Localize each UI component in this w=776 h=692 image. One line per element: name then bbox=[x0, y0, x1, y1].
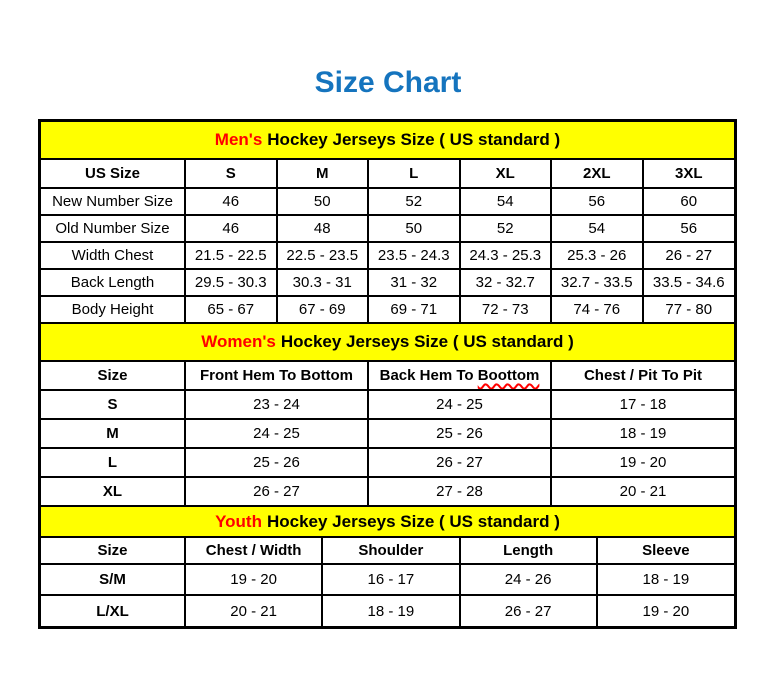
womens-section bbox=[41, 324, 734, 507]
womens-banner-accent: Women's bbox=[201, 332, 276, 351]
youth-banner-accent: Youth bbox=[215, 511, 262, 531]
size-value-cell: 30.3 - 31 bbox=[277, 269, 369, 296]
table-row bbox=[41, 390, 734, 419]
size-value-cell: 19 - 20 bbox=[185, 564, 322, 595]
youth-table-banner bbox=[41, 507, 734, 538]
size-value-cell: 23 - 24 bbox=[185, 390, 368, 419]
size-value-cell: 54 bbox=[460, 188, 552, 215]
size-value-cell: 25.3 - 26 bbox=[551, 242, 643, 269]
size-value-cell: 20 - 21 bbox=[185, 595, 322, 626]
size-value-cell: 26 - 27 bbox=[460, 595, 597, 626]
table-row bbox=[41, 296, 734, 323]
column-header: Chest / Pit To Pit bbox=[551, 362, 734, 390]
size-value-cell: 54 bbox=[551, 215, 643, 242]
size-value-cell: 24 - 26 bbox=[460, 564, 597, 595]
size-value-cell: 18 - 19 bbox=[597, 564, 734, 595]
size-value-cell: 60 bbox=[643, 188, 735, 215]
size-value-cell: 21.5 - 22.5 bbox=[185, 242, 277, 269]
row-label: New Number Size bbox=[41, 188, 185, 215]
size-value-cell: 74 - 76 bbox=[551, 296, 643, 323]
table-row bbox=[41, 269, 734, 296]
column-header: 2XL bbox=[551, 160, 643, 188]
column-header bbox=[368, 362, 551, 390]
size-value-cell: 16 - 17 bbox=[322, 564, 459, 595]
row-label: Back Length bbox=[41, 269, 185, 296]
table-row bbox=[41, 595, 734, 626]
size-value-cell: 26 - 27 bbox=[643, 242, 735, 269]
size-value-cell: 67 - 69 bbox=[277, 296, 369, 323]
row-label: S/M bbox=[41, 564, 185, 595]
column-header: Sleeve bbox=[597, 538, 734, 564]
column-header: L bbox=[368, 160, 460, 188]
size-value-cell: 33.5 - 34.6 bbox=[643, 269, 735, 296]
size-value-cell: 56 bbox=[643, 215, 735, 242]
size-value-cell: 31 - 32 bbox=[368, 269, 460, 296]
row-label: S bbox=[41, 390, 185, 419]
size-value-cell: 29.5 - 30.3 bbox=[185, 269, 277, 296]
size-value-cell: 72 - 73 bbox=[460, 296, 552, 323]
size-chart bbox=[38, 119, 737, 629]
table-row bbox=[41, 242, 734, 269]
size-value-cell: 56 bbox=[551, 188, 643, 215]
size-value-cell: 22.5 - 23.5 bbox=[277, 242, 369, 269]
size-value-cell: 46 bbox=[185, 215, 277, 242]
row-label: M bbox=[41, 419, 185, 448]
header-row bbox=[41, 160, 734, 188]
table-row bbox=[41, 477, 734, 506]
mens-section bbox=[41, 122, 734, 324]
size-value-cell: 24 - 25 bbox=[185, 419, 368, 448]
column-header: Size bbox=[41, 538, 185, 564]
size-value-cell: 23.5 - 24.3 bbox=[368, 242, 460, 269]
size-value-cell: 32 - 32.7 bbox=[460, 269, 552, 296]
column-header-text: Back Hem To bbox=[379, 367, 478, 384]
size-value-cell: 50 bbox=[277, 188, 369, 215]
size-value-cell: 26 - 27 bbox=[185, 477, 368, 506]
youth-banner-text: Hockey Jerseys Size ( US standard ) bbox=[266, 511, 560, 531]
youth-size-table bbox=[41, 538, 734, 626]
size-value-cell: 46 bbox=[185, 188, 277, 215]
row-label: L bbox=[41, 448, 185, 477]
row-label: Width Chest bbox=[41, 242, 185, 269]
womens-size-table bbox=[41, 362, 734, 507]
column-header: Length bbox=[460, 538, 597, 564]
row-label: XL bbox=[41, 477, 185, 506]
column-header: M bbox=[277, 160, 369, 188]
size-value-cell: 25 - 26 bbox=[368, 419, 551, 448]
mens-table-banner bbox=[41, 122, 734, 160]
womens-table-banner bbox=[41, 324, 734, 362]
table-row bbox=[41, 188, 734, 215]
size-value-cell: 17 - 18 bbox=[551, 390, 734, 419]
size-value-cell: 26 - 27 bbox=[368, 448, 551, 477]
misspelled-word: Boottom bbox=[477, 367, 540, 384]
size-value-cell: 24.3 - 25.3 bbox=[460, 242, 552, 269]
size-value-cell: 27 - 28 bbox=[368, 477, 551, 506]
size-value-cell: 20 - 21 bbox=[551, 477, 734, 506]
youth-section bbox=[41, 507, 734, 626]
size-value-cell: 65 - 67 bbox=[185, 296, 277, 323]
table-row bbox=[41, 564, 734, 595]
size-value-cell: 77 - 80 bbox=[643, 296, 735, 323]
size-value-cell: 52 bbox=[368, 188, 460, 215]
womens-banner-text: Hockey Jerseys Size ( US standard ) bbox=[280, 332, 574, 351]
mens-banner-accent: Men's bbox=[214, 130, 263, 149]
row-label: Body Height bbox=[41, 296, 185, 323]
column-header: Size bbox=[41, 362, 185, 390]
table-row bbox=[41, 419, 734, 448]
size-value-cell: 18 - 19 bbox=[551, 419, 734, 448]
column-header: Shoulder bbox=[322, 538, 459, 564]
size-value-cell: 50 bbox=[368, 215, 460, 242]
row-label: Old Number Size bbox=[41, 215, 185, 242]
page-title: Size Chart bbox=[314, 66, 462, 99]
size-value-cell: 18 - 19 bbox=[322, 595, 459, 626]
mens-banner-text: Hockey Jerseys Size ( US standard ) bbox=[267, 130, 561, 149]
column-header: Chest / Width bbox=[185, 538, 322, 564]
table-row bbox=[41, 215, 734, 242]
size-value-cell: 52 bbox=[460, 215, 552, 242]
size-value-cell: 48 bbox=[277, 215, 369, 242]
size-value-cell: 32.7 - 33.5 bbox=[551, 269, 643, 296]
size-value-cell: 69 - 71 bbox=[368, 296, 460, 323]
header-row bbox=[41, 362, 734, 390]
column-header: XL bbox=[460, 160, 552, 188]
header-row bbox=[41, 538, 734, 564]
column-header: Front Hem To Bottom bbox=[185, 362, 368, 390]
size-value-cell: 24 - 25 bbox=[368, 390, 551, 419]
column-header: 3XL bbox=[643, 160, 735, 188]
mens-size-table bbox=[41, 160, 734, 324]
size-value-cell: 19 - 20 bbox=[551, 448, 734, 477]
row-label: L/XL bbox=[41, 595, 185, 626]
table-row bbox=[41, 448, 734, 477]
column-header: US Size bbox=[41, 160, 185, 188]
size-value-cell: 19 - 20 bbox=[642, 602, 690, 620]
size-value-cell: 25 - 26 bbox=[185, 448, 368, 477]
column-header: S bbox=[185, 160, 277, 188]
